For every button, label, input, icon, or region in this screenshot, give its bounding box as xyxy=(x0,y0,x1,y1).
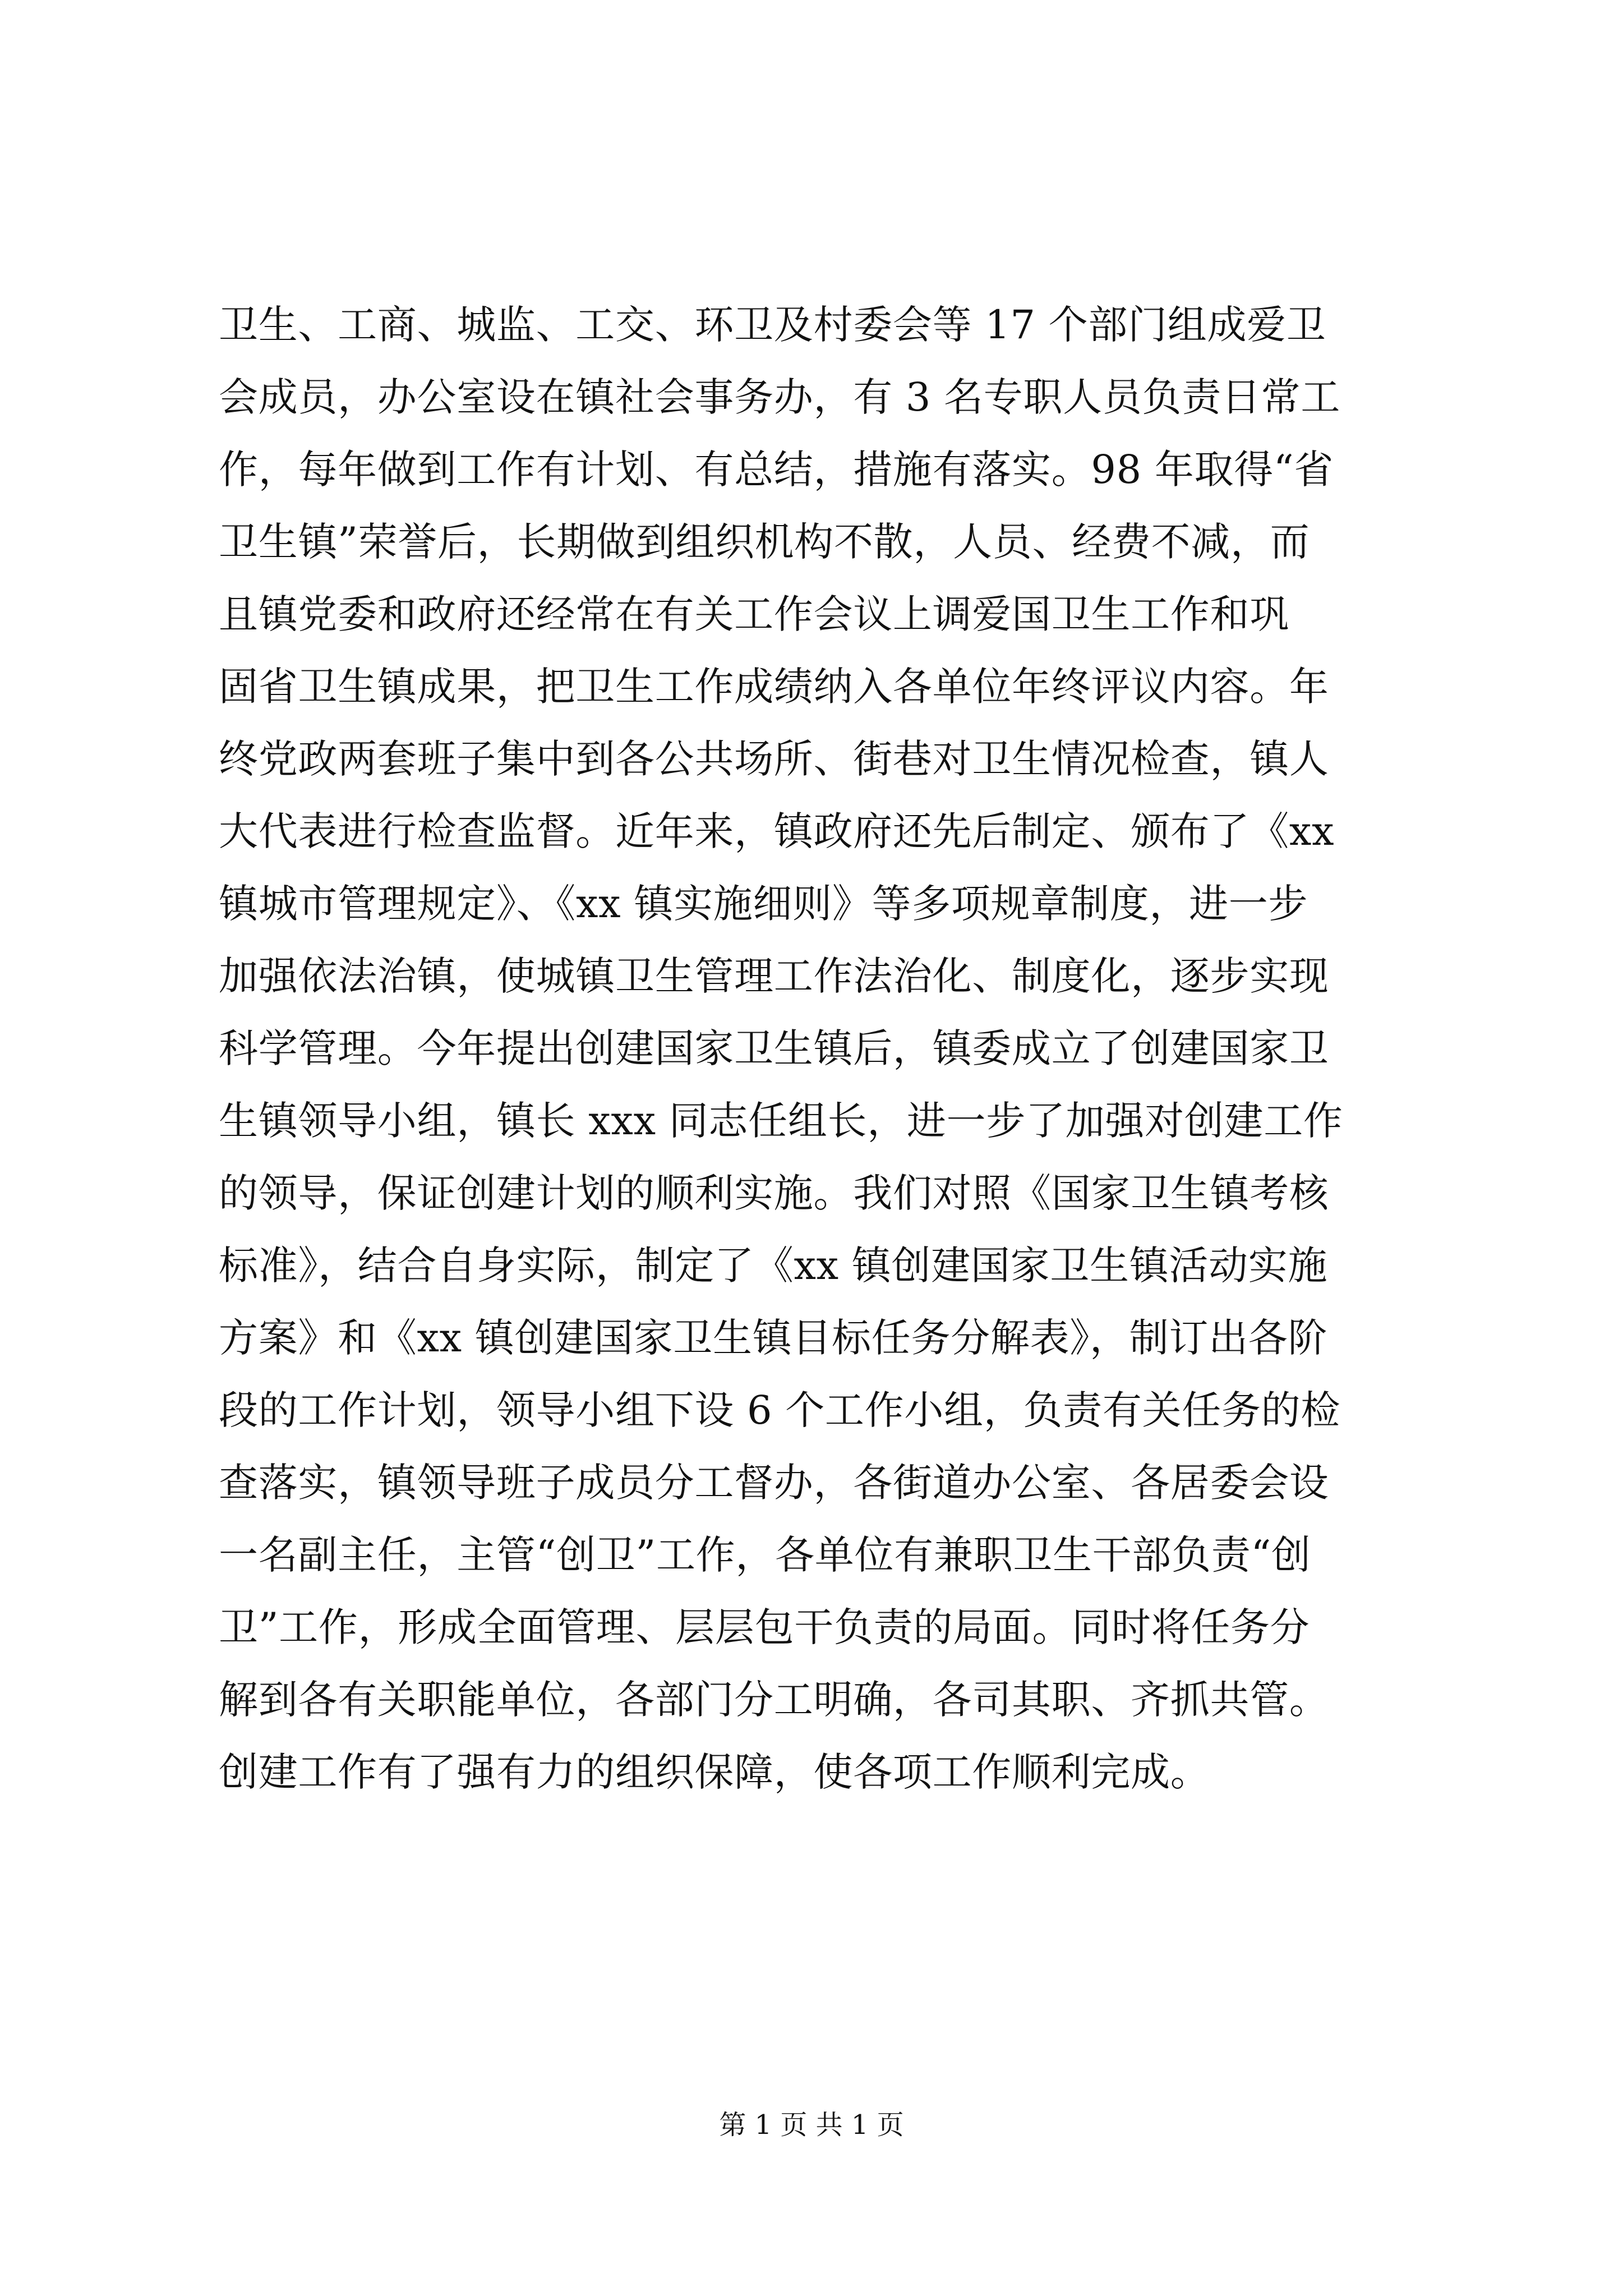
text-line-8: 大代表进行检查监督。近年来，镇政府还先后制定、颁布了《xx xyxy=(219,808,1335,854)
text-line-5: 且镇党委和政府还经常在有关工作会议上调爱国卫生工作和巩 xyxy=(219,591,1289,637)
text-line-7: 终党政两套班子集中到各公共场所、街巷对卫生情况检查，镇人 xyxy=(219,736,1329,782)
text-line-10: 加强依法治镇，使城镇卫生管理工作法治化、制度化，逐步实现 xyxy=(219,953,1329,999)
text-line-14: 标准》，结合自身实际，制定了《xx 镇创建国家卫生镇活动实施 xyxy=(219,1243,1328,1289)
text-line-16: 段的工作计划，领导小组下设 6 个工作小组，负责有关任务的检 xyxy=(219,1387,1341,1433)
body-paragraph xyxy=(219,289,1404,1809)
text-line-21: 创建工作有了强有力的组织保障，使各项工作顺利完成。 xyxy=(219,1749,1210,1795)
text-line-20: 解到各有关职能单位，各部门分工明确，各司其职、齐抓共管。 xyxy=(219,1677,1329,1723)
text-line-6: 固省卫生镇成果，把卫生工作成绩纳入各单位年终评议内容。年 xyxy=(219,664,1329,710)
text-line-17: 查落实，镇领导班子成员分工督办，各街道办公室、各居委会设 xyxy=(219,1460,1329,1506)
text-line-1: 卫生、工商、城监、工交、环卫及村委会等 17 个部门组成爱卫 xyxy=(219,302,1326,348)
page-number-footer: 第 1 页 共 1 页 xyxy=(719,2109,904,2141)
text-line-11: 科学管理。今年提出创建国家卫生镇后，镇委成立了创建国家卫 xyxy=(219,1025,1329,1071)
text-line-13: 的领导，保证创建计划的顺利实施。我们对照《国家卫生镇考核 xyxy=(219,1170,1329,1216)
text-line-19: 卫”工作，形成全面管理、层层包干负责的局面。同时将任务分 xyxy=(219,1604,1310,1650)
text-line-12: 生镇领导小组，镇长 xxx 同志任组长，进一步了加强对创建工作 xyxy=(219,1098,1343,1144)
text-line-2: 会成员，办公室设在镇社会事务办，有 3 名专职人员负责日常工 xyxy=(219,374,1341,420)
text-line-18: 一名副主任，主管“创卫”工作，各单位有兼职卫生干部负责“创 xyxy=(219,1532,1311,1578)
text-line-3: 作，每年做到工作有计划、有总结，措施有落实。98 年取得“省 xyxy=(219,447,1334,493)
text-line-15: 方案》和《xx 镇创建国家卫生镇目标任务分解表》，制订出各阶 xyxy=(219,1315,1328,1361)
text-line-9: 镇城市管理规定》、《xx 镇实施细则》等多项规章制度，进一步 xyxy=(219,881,1308,927)
text-line-4: 卫生镇”荣誉后，长期做到组织机构不散，人员、经费不减，而 xyxy=(219,519,1310,565)
